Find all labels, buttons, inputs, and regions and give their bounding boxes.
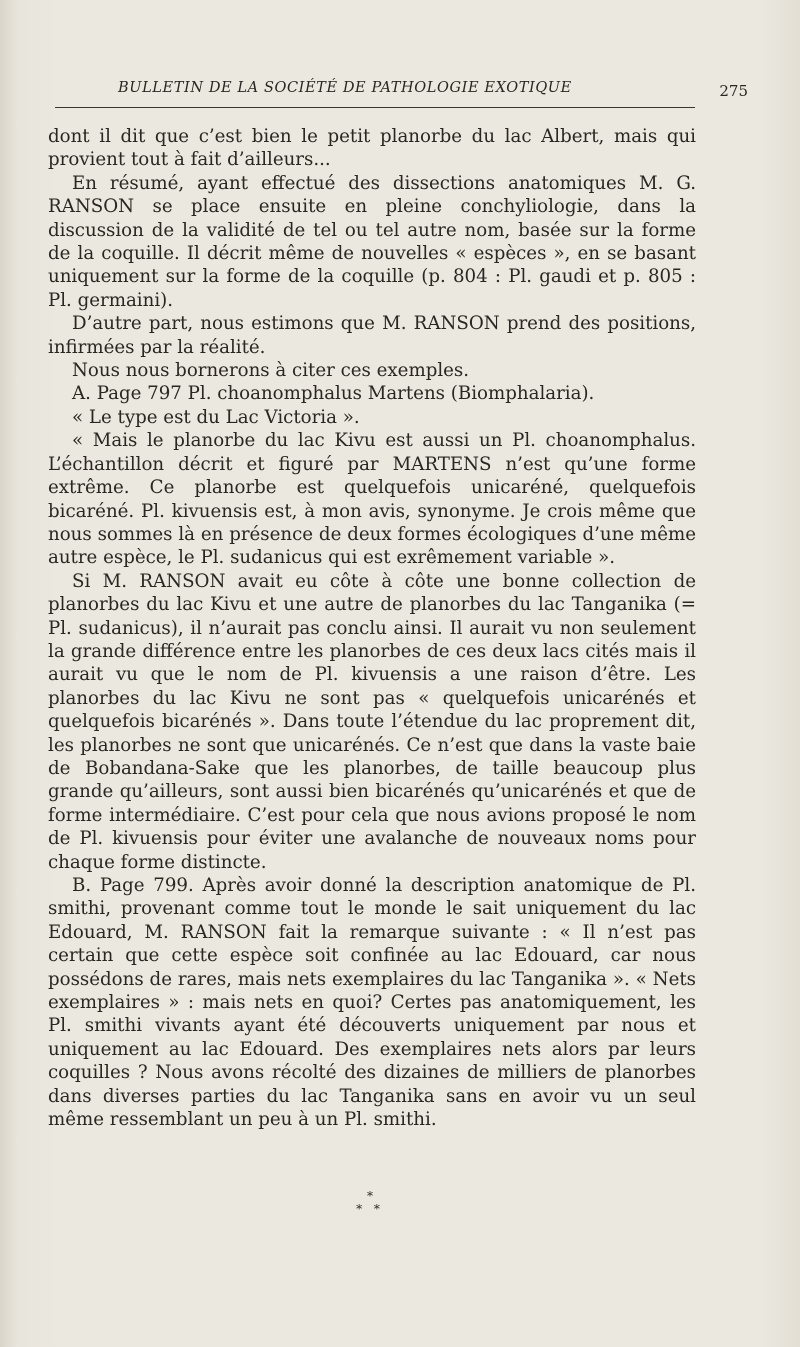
- paragraph: A. Page 797 Pl. choanomphalus Martens (Biomphalaria).: [72, 383, 595, 405]
- paragraph: « Mais le planorbe du lac Kivu est aussi un Pl. choanomphalus. L’échantillon décrit et figuré par MARTENS n’est qu’une forme extrême. Ce planorbe est quelquefois unicaréné, quelquefois bicaréné. Pl. kivuensis est, à mon avis, synonyme. Je crois même que nous sommes là en présence de deux formes écologiques d’une même autre espèce, le Pl. sudanicus qui est exrêmement variable ».: [48, 430, 696, 569]
- section-ornament-top: *: [367, 1189, 373, 1203]
- running-title: BULLETIN DE LA SOCIÉTÉ DE PATHOLOGIE EXOTIQUE: [118, 80, 572, 96]
- body-text: [48, 125, 696, 1131]
- section-ornament-bottom: * *: [356, 1202, 384, 1216]
- paragraph: « Le type est du Lac Victoria ».: [72, 406, 360, 428]
- page-number: 275: [719, 82, 748, 100]
- page-header: [48, 80, 748, 104]
- paragraph: B. Page 799. Après avoir donné la description anatomique de Pl. smithi, provenant comme tout le monde le sait uniquement du lac Edouard, M. RANSON fait la remarque suivante : « Il n’est pas certain que cette espèce soit confinée au lac Edouard, car nous possédons de rares, mais nets exemplaires du lac Tanganika ». « Nets exemplaires » : mais nets en quoi? Certes pas anatomiquement, les Pl. smithi vivants ayant été découverts uniquement par nous et uniquement au lac Edouard. Des exemplaires nets alors par leurs coquilles ? Nous avons récolté des dizaines de milliers de planorbes dans diverses parties du lac Tanganika sans en avoir vu un seul même ressemblant un peu à un Pl. smithi.: [48, 875, 696, 1131]
- paragraph: Si M. RANSON avait eu côte à côte une bonne collection de planorbes du lac Kivu et une autre de planorbes du lac Tanganika (= Pl. sudanicus), il n’aurait pas conclu ainsi. Il aurait vu non seulement la grande différence entre les planorbes de ces deux lacs cités mais il aurait vu que le nom de Pl. kivuensis a une raison d’être. Les planorbes du lac Kivu ne sont pas « quelquefois unicarénés et quelquefois bicarénés ». Dans toute l’étendue du lac proprement dit, les planorbes ne sont que unicarénés. Ce n’est que dans la vaste baie de Bobandana-Sake que les planorbes, de taille beaucoup plus grande qu’ailleurs, sont aussi bien bicarénés qu’unicarénés et que de forme intermédiaire. C’est pour cela que nous avions proposé le nom de Pl. kivuensis pour éviter une avalanche de nouveaux noms pour chaque forme distincte.: [48, 570, 696, 873]
- header-rule: [55, 107, 695, 108]
- paragraph: Nous nous bornerons à citer ces exemples.: [72, 360, 470, 382]
- paragraph: dont il dit que c’est bien le petit planorbe du lac Albert, mais qui provient tout à fait d’ailleurs...: [48, 126, 696, 171]
- paragraph: D’autre part, nous estimons que M. RANSON prend des positions, infirmées par la réalité.: [48, 313, 696, 358]
- paragraph: En résumé, ayant effectué des dissections anatomiques M. G. RANSON se place ensuite en pleine conchyliologie, dans la discussion de la validité de tel ou tel autre nom, basée sur la forme de la coquille. Il décrit même de nouvelles « espèces », en se basant uniquement sur la forme de la coquille (p. 804 : Pl. gaudi et p. 805 : Pl. germaini).: [48, 172, 696, 311]
